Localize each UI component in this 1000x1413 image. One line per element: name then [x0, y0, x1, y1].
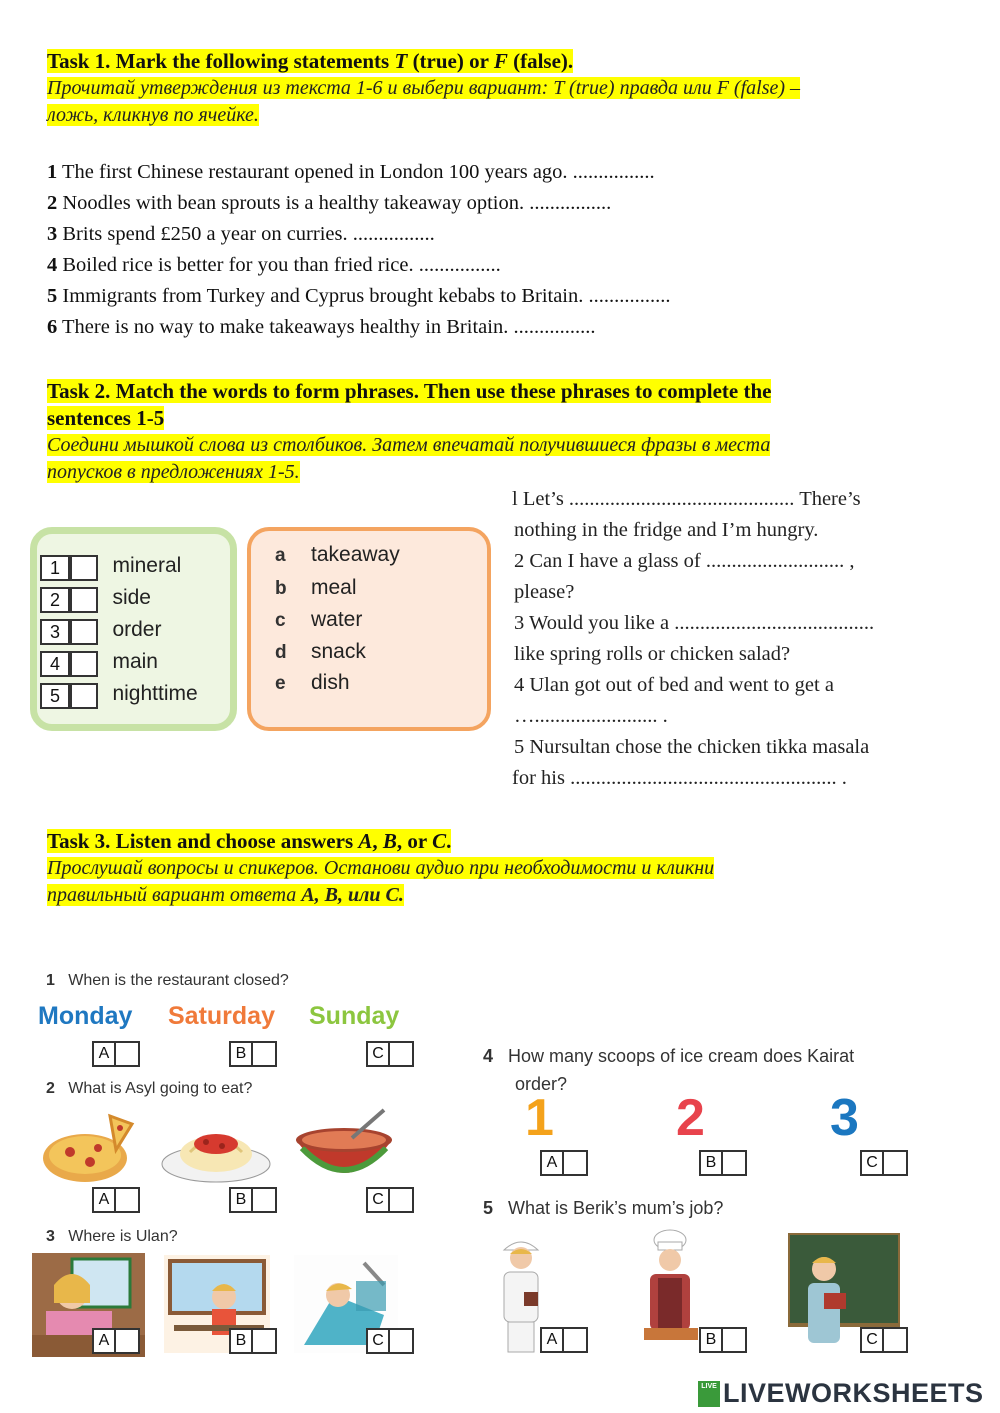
- sentence-line[interactable]: …........................ .: [514, 705, 668, 727]
- scoop-three: 3: [830, 1089, 859, 1147]
- day-monday: Monday: [38, 1002, 133, 1030]
- cook-image: [640, 1228, 700, 1352]
- q5-option-b[interactable]: B: [699, 1327, 747, 1353]
- task2-header: [47, 378, 957, 486]
- q1-option-c[interactable]: C: [366, 1041, 414, 1067]
- task3-title: Task 3. Listen and choose answers A, B, or C.: [47, 829, 452, 853]
- number-box[interactable]: 1: [40, 555, 70, 581]
- q3-option-c[interactable]: C: [366, 1328, 414, 1354]
- q4-option-b[interactable]: B: [699, 1150, 747, 1176]
- right-word-column: [247, 527, 491, 731]
- statement-3[interactable]: 3 Brits spend £250 a year on curries. ................: [47, 223, 435, 245]
- number-box[interactable]: 3: [40, 619, 70, 645]
- logo-badge-icon: LIVE: [698, 1381, 720, 1407]
- right-word-c[interactable]: c water: [275, 608, 363, 631]
- task1-title: Task 1. Mark the following statements T (true) or F (false).: [47, 49, 574, 73]
- liveworksheets-logo: [698, 1378, 984, 1409]
- statement-5[interactable]: 5 Immigrants from Turkey and Cyprus brought kebabs to Britain. ................: [47, 285, 671, 307]
- right-word-a[interactable]: a takeaway: [275, 543, 400, 566]
- q3-option-a[interactable]: A: [92, 1328, 140, 1354]
- task2-title: Task 2. Match the words to form phrases. Then use these phrases to complete the sentences 1-5: [47, 379, 772, 430]
- statement-6[interactable]: 6 There is no way to make takeaways healthy in Britain. ................: [47, 316, 596, 338]
- q2-option-b[interactable]: B: [229, 1187, 277, 1213]
- sentence-line: nothing in the fridge and I’m hungry.: [514, 519, 819, 541]
- task2-instruction: Соедини мышкой слова из столбиков. Затем впечатай получившиеся фразы в места попусков в предложениях 1-5.: [47, 434, 771, 483]
- q5-option-c[interactable]: C: [860, 1327, 908, 1353]
- sentence-line[interactable]: l Let’s ............................................ There’s: [512, 488, 861, 510]
- right-word-d[interactable]: d snack: [275, 640, 366, 663]
- task3-instruction: Прослушай вопросы и спикеров. Останови аудио при необходимости и кликни правильный вариант ответа A, B, или C.: [47, 857, 715, 906]
- task1-section: [47, 48, 957, 129]
- q2-option-a[interactable]: A: [92, 1187, 140, 1213]
- task2-sentences: [512, 484, 952, 794]
- number-box[interactable]: 4: [40, 651, 70, 677]
- sentence-line[interactable]: for his .................................................... .: [512, 767, 847, 789]
- q4-option-c[interactable]: C: [860, 1150, 908, 1176]
- task3-header: [47, 828, 957, 909]
- sentence-line: like spring rolls or chicken salad?: [514, 643, 791, 665]
- scoop-two: 2: [676, 1089, 705, 1147]
- statement-1[interactable]: 1 The first Chinese restaurant opened in London 100 years ago. ................: [47, 161, 655, 183]
- answer-box[interactable]: [70, 651, 98, 677]
- right-word-b[interactable]: b meal: [275, 576, 357, 599]
- pizza-image: [40, 1110, 136, 1188]
- sentence-line: please?: [514, 581, 575, 603]
- question-4: 4 How many scoops of ice cream does Kairat order?: [483, 1046, 855, 1094]
- q5-option-a[interactable]: A: [540, 1327, 588, 1353]
- day-sunday: Sunday: [309, 1002, 400, 1030]
- right-word-e[interactable]: e dish: [275, 671, 350, 694]
- question-1: 1 When is the restaurant closed?: [46, 972, 289, 989]
- left-word-1[interactable]: 1 mineral: [40, 554, 181, 581]
- left-word-5[interactable]: 5 nighttime: [40, 682, 198, 709]
- q4-option-a[interactable]: A: [540, 1150, 588, 1176]
- spaghetti-image: [160, 1116, 272, 1188]
- task1-statements: [47, 157, 947, 343]
- question-2: 2 What is Asyl going to eat?: [46, 1080, 253, 1097]
- soup-bowl-image: [292, 1106, 396, 1190]
- sentence-line[interactable]: 2 Can I have a glass of ........................... ,: [514, 550, 855, 572]
- q1-option-b[interactable]: B: [229, 1041, 277, 1067]
- q2-option-c[interactable]: C: [366, 1187, 414, 1213]
- q1-option-a[interactable]: A: [92, 1041, 140, 1067]
- sentence-line: 5 Nursultan chose the chicken tikka masala: [514, 736, 870, 758]
- left-word-3[interactable]: 3 order: [40, 618, 161, 645]
- q3-option-b[interactable]: B: [229, 1328, 277, 1354]
- scoop-one: 1: [525, 1089, 554, 1147]
- answer-box[interactable]: [70, 587, 98, 613]
- number-box[interactable]: 5: [40, 683, 70, 709]
- statement-2[interactable]: 2 Noodles with bean sprouts is a healthy takeaway option. ................: [47, 192, 612, 214]
- answer-box[interactable]: [70, 555, 98, 581]
- answer-box[interactable]: [70, 619, 98, 645]
- left-word-4[interactable]: 4 main: [40, 650, 158, 677]
- task1-instruction: Прочитай утверждения из текста 1-6 и выбери вариант: T (true) правда или F (false) – ложь, кликнув по ячейке.: [47, 77, 801, 126]
- question-5: 5 What is Berik’s mum’s job?: [483, 1198, 724, 1218]
- question-3: 3 Where is Ulan?: [46, 1228, 178, 1245]
- number-box[interactable]: 2: [40, 587, 70, 613]
- left-word-2[interactable]: 2 side: [40, 586, 151, 613]
- statement-4[interactable]: 4 Boiled rice is better for you than fried rice. ................: [47, 254, 501, 276]
- sentence-line[interactable]: 3 Would you like a .......................................: [514, 612, 875, 634]
- day-saturday: Saturday: [168, 1002, 275, 1030]
- left-word-column: [30, 527, 237, 731]
- logo-text: LIVEWORKSHEETS: [723, 1378, 984, 1408]
- sentence-line: 4 Ulan got out of bed and went to get a: [514, 674, 834, 696]
- answer-box[interactable]: [70, 683, 98, 709]
